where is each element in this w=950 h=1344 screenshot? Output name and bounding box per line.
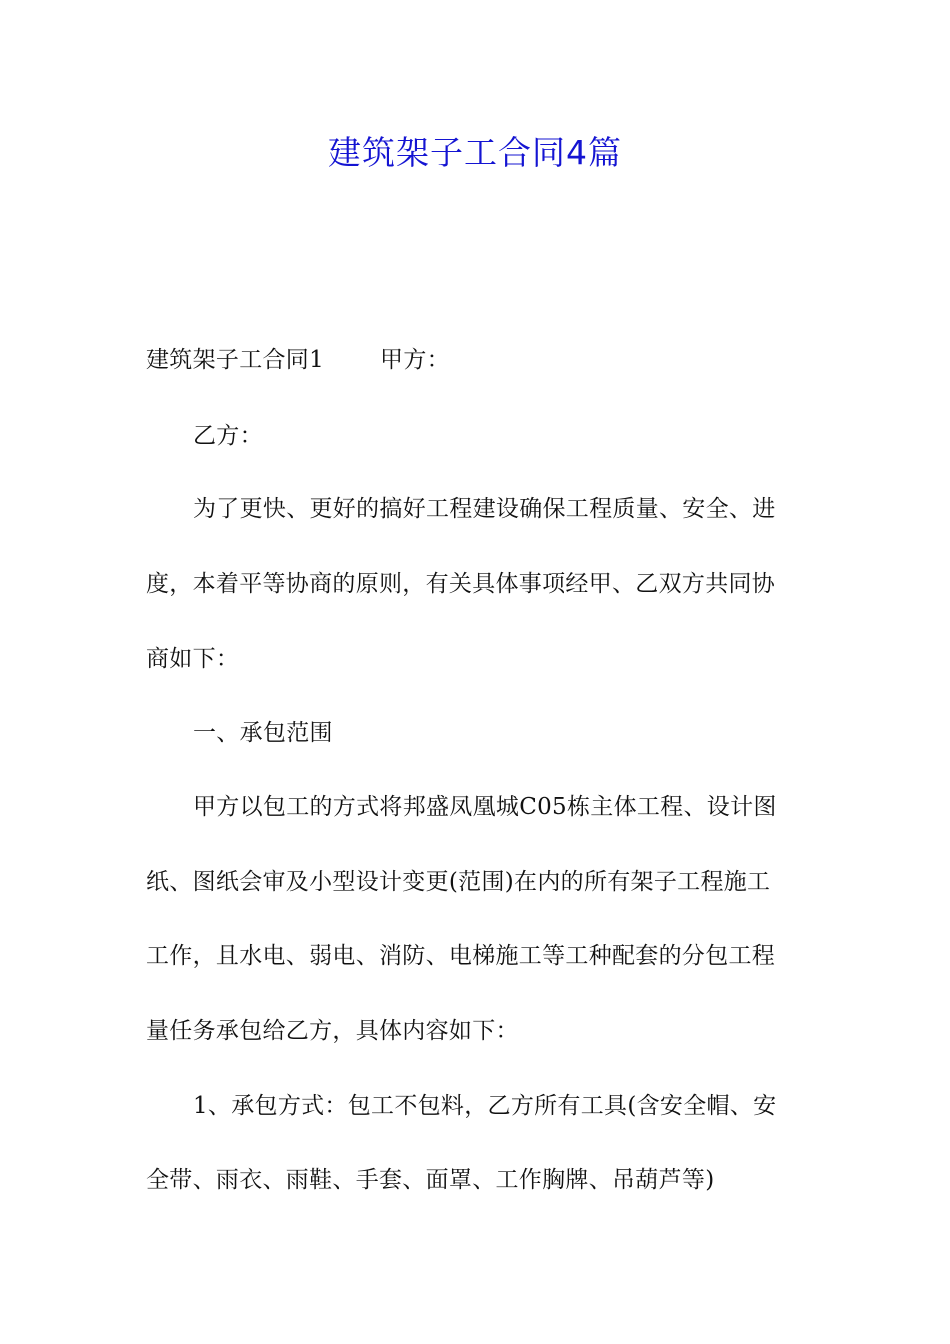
paragraph-line: 纸、图纸会审及小型设计变更(范围)在内的所有架子工程施工 bbox=[146, 869, 771, 895]
paragraph-line: 商如下： bbox=[146, 646, 240, 672]
paragraph-line: 度，本着平等协商的原则，有关具体事项经甲、乙双方共同协 bbox=[146, 571, 776, 597]
paragraph-line: 为了更快、更好的搞好工程建设确保工程质量、安全、进 bbox=[193, 496, 776, 522]
party-a-label: 甲方： bbox=[380, 347, 450, 373]
contract-heading-line bbox=[146, 342, 816, 378]
document-title: 建筑架子工合同4篇 bbox=[328, 133, 622, 172]
party-b-label: 乙方： bbox=[193, 423, 263, 449]
contract-subtitle: 建筑架子工合同1 bbox=[146, 347, 325, 373]
paragraph-line: 全带、雨衣、雨鞋、手套、面罩、工作胸牌、吊葫芦等) bbox=[146, 1167, 715, 1193]
paragraph-line: 甲方以包工的方式将邦盛凤凰城C05栋主体工程、设计图 bbox=[193, 794, 777, 820]
paragraph-line: 量任务承包给乙方，具体内容如下： bbox=[146, 1018, 519, 1044]
section-heading: 一、承包范围 bbox=[193, 720, 333, 746]
paragraph-line: 工作，且水电、弱电、消防、电梯施工等工种配套的分包工程 bbox=[146, 943, 776, 969]
paragraph-line: 1、承包方式：包工不包料，乙方所有工具(含安全帽、安 bbox=[193, 1093, 777, 1119]
